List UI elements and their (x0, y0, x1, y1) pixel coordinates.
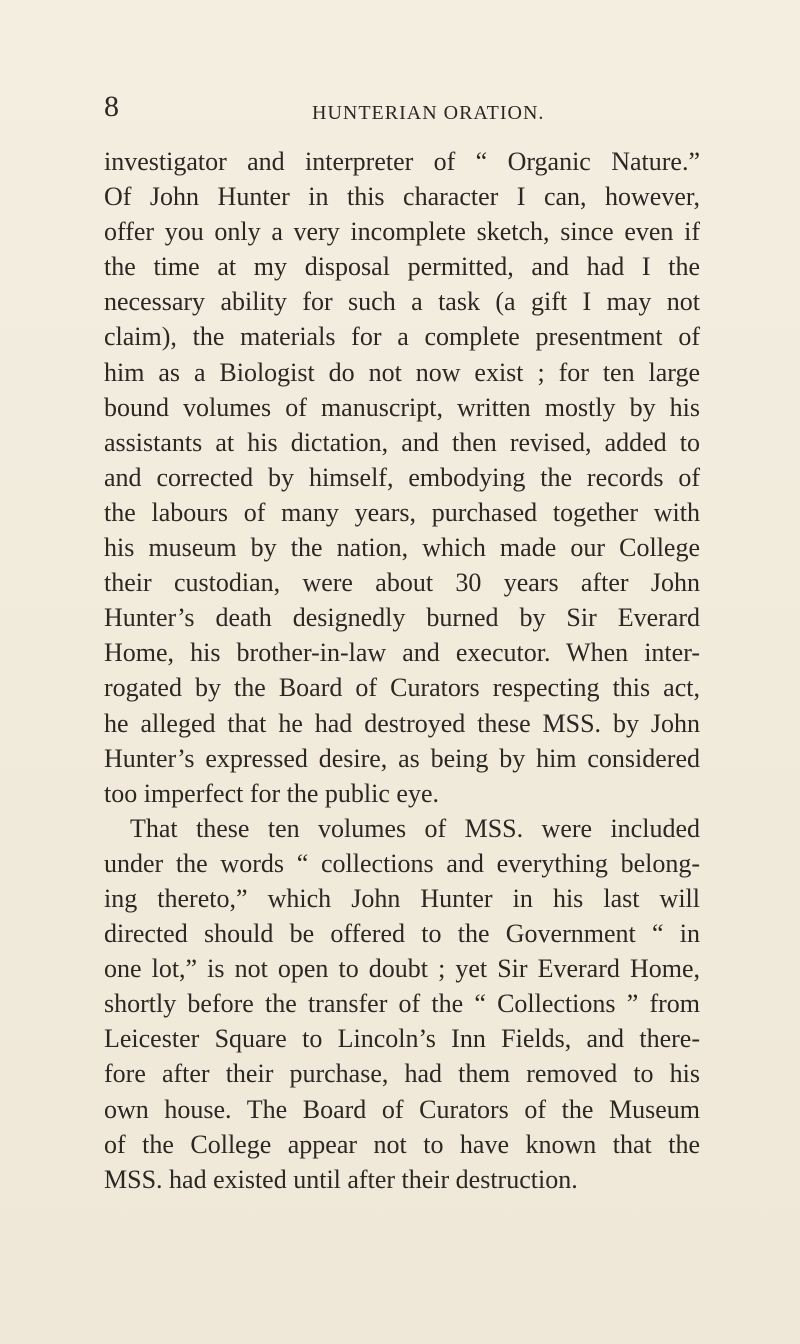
text-line: his museum by the nation, which made our College (104, 533, 700, 563)
text-line: one lot,” is not open to doubt ; yet Sir Everard Home, (104, 954, 700, 984)
text-line: Hunter’s expressed desire, as being by him considered (104, 743, 700, 773)
body-text (104, 144, 700, 1197)
text-line: of the College appear not to have known that the (104, 1129, 700, 1159)
text-line: own house. The Board of Curators of the Museum (104, 1094, 700, 1124)
text-line: and corrected by himself, embodying the records of (104, 462, 700, 492)
text-line: Leicester Square to Lincoln’s Inn Fields, and there- (104, 1024, 700, 1054)
text-line: necessary ability for such a task (a gift I may not (104, 287, 700, 317)
text-line: bound volumes of manuscript, written mostly by his (104, 392, 700, 422)
text-line: under the words “ collections and everything belong- (104, 848, 700, 878)
text-line: Of John Hunter in this character I can, however, (104, 182, 700, 212)
text-line: the labours of many years, purchased together with (104, 497, 700, 527)
text-line: investigator and interpreter of “ Organic Nature.” (104, 147, 700, 176)
text-line: That these ten volumes of MSS. were included (130, 813, 700, 843)
text-line: offer you only a very incomplete sketch, since even if (104, 217, 700, 247)
text-line: claim), the materials for a complete presentment of (104, 322, 700, 352)
text-line: ing thereto,” which John Hunter in his last will (104, 883, 700, 913)
text-line: MSS. had existed until after their destruction. (104, 1164, 578, 1194)
text-line: Hunter’s death designedly burned by Sir Everard (104, 603, 700, 633)
text-line: him as a Biologist do not now exist ; for ten large (104, 357, 700, 387)
text-line: rogated by the Board of Curators respecting this act, (104, 673, 700, 703)
running-title: HUNTERIAN ORATION. (312, 102, 545, 124)
text-line: directed should be offered to the Government “ in (104, 919, 700, 949)
text-line: he alleged that he had destroyed these MSS. by John (104, 708, 700, 738)
text-line: their custodian, were about 30 years after John (104, 568, 700, 598)
text-line: Home, his brother-in-law and executor. When inter- (104, 638, 700, 668)
running-head (104, 92, 704, 132)
text-line: assistants at his dictation, and then revised, added to (104, 427, 700, 457)
text-line: the time at my disposal permitted, and had I the (104, 252, 700, 282)
page-number: 8 (104, 90, 119, 123)
text-line: shortly before the transfer of the “ Collections ” from (104, 989, 700, 1019)
text-line: too imperfect for the public eye. (104, 778, 439, 808)
text-line: fore after their purchase, had them removed to his (104, 1059, 700, 1089)
